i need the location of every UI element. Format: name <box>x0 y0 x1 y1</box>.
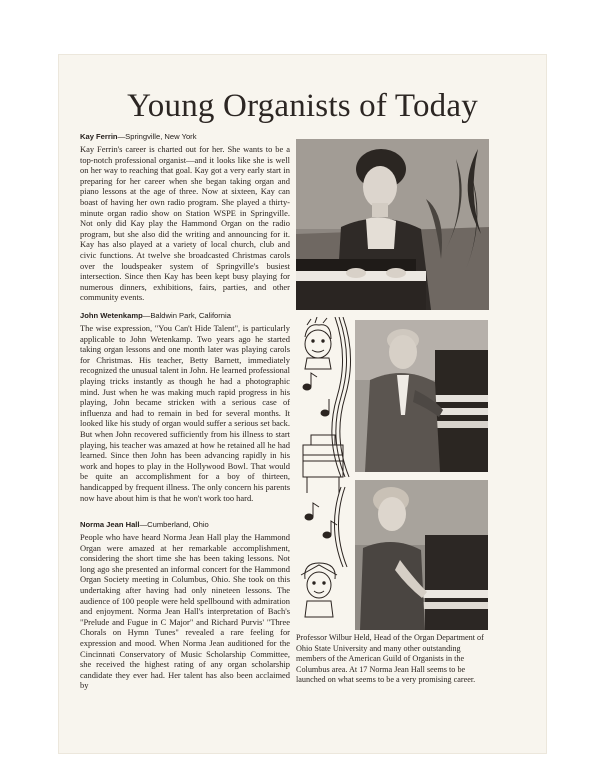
section-heading: Kay Ferrin—Springville, New York <box>80 132 197 141</box>
magazine-page <box>59 55 546 753</box>
person-location: Springville, New York <box>125 132 197 141</box>
page-title: Young Organists of Today <box>127 88 478 124</box>
section-heading: John Wetenkamp—Baldwin Park, California <box>80 311 231 320</box>
photo-kay-ferrin <box>296 139 489 310</box>
person-location: Cumberland, Ohio <box>147 520 209 529</box>
music-doodle-illustration <box>297 317 355 629</box>
person-name: John Wetenkamp <box>80 311 143 320</box>
music-doodle-image <box>297 317 355 629</box>
photo-caption: Professor Wilbur Held, Head of the Organ Department of Ohio State University and many other outstanding members of the American Guild of Organists in the Columbus area. At 17 Norma Jean Hall seems to be launched on what seems to be a very promising career. <box>296 633 484 684</box>
section-body: Kay Ferrin's career is charted out for her. She wants to be a top-notch professional organist—and it looks like she is well on her way to reaching that goal. Kay got a very early start in preparing for her career when she began taking organ and piano lessons at the age of three. Now at sixteen, Kay can boast of having her own radio program. She played a thirty-minute organ radio show on Station WSPE in Springville. Not only did Kay play the Hammond Organ on the radio program, but she also did the writing and announcing for it. Kay has also played at a variety of local church, club and civic functions. At twelve she broadcasted Christmas carols over the loudspeaker system of Springville's busiest intersection. Since then Kay has been kept busy playing for numerous dinners, exhibitions, fairs, parties, and other community events. <box>80 144 290 303</box>
section-body: The wise expression, "You Can't Hide Talent", is particularly applicable to John Wetenkamp. Two years ago he started taking organ lessons and one month later was playing carols for Christmas. His teacher, Betty Barnett, immediately recognized the unusual talent in John. He learned professional playing tricks instantly as though he had a photographic mind. Just when he was making much rapid progress in his playing, John became stricken with a serious case of influenza and had to remain in bed for several months. It looked like his study of organ would suffer a serious set back. But when John recovered sufficiently from his illness to start playing, his teacher was amazed at how he retained all he had learned. Since then John has been advancing rapidly in his work and hopes to play in the Hollywood Bowl. That would be quite an accomplishment for a boy of thirteen, handicapped by frequent illness. The only concern his parents now have about him is that he won't work too hard. <box>80 323 290 503</box>
person-location: Baldwin Park, California <box>150 311 231 320</box>
section-john-wetenkamp <box>80 311 290 503</box>
photo-kay-ferrin-image <box>296 139 489 310</box>
section-heading: Norma Jean Hall—Cumberland, Ohio <box>80 520 209 529</box>
photo-norma-jean-hall <box>355 480 488 630</box>
photo-norma-jean-hall-image <box>355 480 488 630</box>
person-name: Kay Ferrin <box>80 132 118 141</box>
section-body: People who have heard Norma Jean Hall play the Hammond Organ were amazed at her remarkable accomplishment, considering the short time she has been taking lessons. Not long ago she presented an informal concert for the Hammond Organ Society meeting in Columbus, Ohio. She took on this undertaking after having had only nineteen lessons. The audience of 100 people were held spellbound with admiration and enjoyment. Norma Jean Hall's interpretation of Bach's "Prelude and Fugue in C Major" and Richard Purvis' "Three Chorals on Hymn Tunes" revealed a rare feeling for expression and mood. When Norma Jean auditioned for the Cincinnati Conservatory of Music Scholarship Committee, she received the highest rating of any organ scholarship candidate they ever had. Her talent has also been acclaimed by <box>80 532 290 691</box>
person-name: Norma Jean Hall <box>80 520 140 529</box>
photo-john-wetenkamp-image <box>355 320 488 472</box>
section-norma-jean-hall <box>80 520 290 691</box>
photo-john-wetenkamp <box>355 320 488 472</box>
section-kay-ferrin <box>80 132 290 303</box>
